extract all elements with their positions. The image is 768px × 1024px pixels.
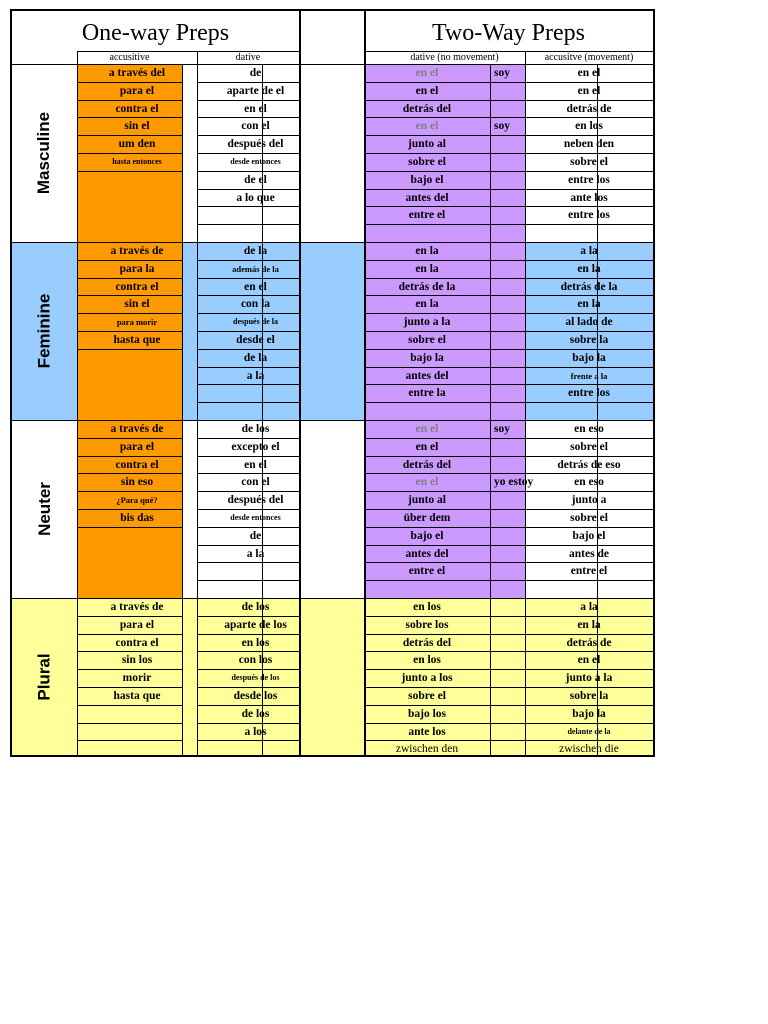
row-line bbox=[77, 171, 182, 172]
row-line bbox=[197, 687, 299, 688]
row-line bbox=[197, 740, 299, 741]
row-line bbox=[364, 206, 653, 207]
row-line bbox=[197, 545, 299, 546]
two-way-accusative-cell: en la bbox=[577, 298, 601, 311]
column-line-5 bbox=[364, 11, 366, 755]
two-way-dative-cell: detrás del bbox=[402, 458, 452, 471]
row-line bbox=[197, 278, 299, 279]
one-way-dative-cell: desde entonces bbox=[230, 513, 281, 522]
column-line-3 bbox=[262, 64, 263, 755]
two-way-dative-cell: antes del bbox=[405, 547, 449, 560]
section-label-neuter bbox=[12, 420, 77, 598]
two-way-accusative-cell: junto a bbox=[571, 494, 607, 507]
row-line bbox=[197, 562, 299, 563]
row-line bbox=[364, 616, 653, 617]
two-way-verb-cell: soy bbox=[494, 120, 510, 133]
row-line bbox=[364, 456, 653, 457]
one-way-accusative-cell: ¿Para qué? bbox=[116, 495, 158, 506]
section-label-masculine bbox=[12, 64, 77, 242]
two-way-accusative-cell: frente a la bbox=[570, 370, 608, 381]
header-line-right bbox=[364, 51, 653, 52]
row-line bbox=[364, 723, 653, 724]
section-label-feminine bbox=[12, 242, 77, 420]
one-way-accusative-cell: a través de bbox=[110, 601, 164, 613]
row-line bbox=[77, 331, 182, 332]
row-line bbox=[364, 420, 653, 421]
two-way-accusative-cell: en eso bbox=[574, 476, 604, 489]
one-way-dative-cell: a la bbox=[246, 547, 265, 560]
two-way-dative-cell: en los bbox=[413, 654, 441, 667]
row-line bbox=[77, 117, 182, 118]
row-line bbox=[197, 491, 299, 492]
one-way-dative-cell: aparte de el bbox=[226, 84, 285, 97]
row-line bbox=[77, 527, 182, 528]
row-line bbox=[77, 260, 182, 261]
one-way-accusative-cell: hasta que bbox=[113, 690, 161, 702]
row-line bbox=[197, 313, 299, 314]
row-line bbox=[197, 509, 299, 510]
row-line bbox=[364, 135, 653, 136]
one-way-dative-cell: de la bbox=[243, 351, 268, 364]
one-way-title: One-way Preps bbox=[81, 20, 230, 46]
one-way-dative-cell: después del bbox=[227, 138, 284, 151]
row-line bbox=[197, 669, 299, 670]
row-line bbox=[364, 705, 653, 706]
one-way-accusative-cell: sin eso bbox=[120, 476, 154, 489]
row-line bbox=[364, 82, 653, 83]
subheader-dative: dative bbox=[235, 52, 261, 63]
column-line-7 bbox=[525, 51, 526, 755]
row-line bbox=[197, 384, 299, 385]
subheader-accusative-movement: accusitve (movement) bbox=[544, 52, 634, 63]
two-way-accusative-cell: ante los bbox=[570, 191, 608, 204]
row-line bbox=[364, 651, 653, 652]
header-bottom-line bbox=[12, 64, 653, 65]
two-way-accusative-cell: a la bbox=[580, 245, 598, 257]
one-way-dative-cell: después del bbox=[227, 494, 284, 507]
two-way-accusative-cell: en la bbox=[577, 262, 601, 275]
one-way-dative-cell: después de los bbox=[231, 673, 280, 683]
row-line bbox=[77, 473, 182, 474]
row-line bbox=[197, 456, 299, 457]
row-line bbox=[364, 224, 653, 225]
row-line bbox=[364, 189, 653, 190]
two-way-dative-cell: antes del bbox=[405, 369, 449, 382]
column-line-6 bbox=[490, 64, 491, 755]
two-way-dative-cell: detrás de la bbox=[398, 280, 456, 293]
row-line bbox=[77, 740, 182, 741]
one-way-accusative-cell: sin los bbox=[121, 654, 153, 667]
two-way-dative-cell: sobre los bbox=[405, 618, 449, 631]
row-line bbox=[197, 224, 299, 225]
row-line bbox=[77, 491, 182, 492]
one-way-dative-cell: a los bbox=[244, 725, 267, 738]
one-way-accusative-cell: sin el bbox=[124, 120, 150, 133]
row-line bbox=[364, 580, 653, 581]
row-line bbox=[197, 723, 299, 724]
column-line-0 bbox=[77, 51, 78, 755]
row-line bbox=[197, 206, 299, 207]
row-line bbox=[77, 687, 182, 688]
row-line bbox=[364, 260, 653, 261]
two-way-accusative-cell: detrás de bbox=[566, 636, 612, 649]
two-way-accusative-cell: en eso bbox=[574, 423, 604, 435]
column-line-4 bbox=[299, 11, 301, 755]
row-line bbox=[77, 295, 182, 296]
two-way-accusative-cell: en el bbox=[577, 67, 601, 79]
two-way-accusative-cell: sobre el bbox=[570, 440, 608, 453]
row-line bbox=[77, 349, 182, 350]
two-way-dative-cell: bajo el bbox=[410, 529, 444, 542]
two-way-accusative-cell: sobre la bbox=[569, 334, 609, 346]
row-line bbox=[364, 634, 653, 635]
row-line bbox=[197, 527, 299, 528]
two-way-accusative-cell: bajo el bbox=[572, 529, 606, 542]
row-line bbox=[197, 580, 299, 581]
one-way-dative-cell: de bbox=[249, 67, 262, 79]
one-way-accusative-cell: a través del bbox=[108, 67, 166, 79]
row-line bbox=[77, 278, 182, 279]
row-line bbox=[197, 153, 299, 154]
two-way-accusative-cell: detrás de bbox=[566, 102, 612, 115]
row-line bbox=[197, 438, 299, 439]
two-way-dative-cell: ante los bbox=[408, 725, 446, 738]
one-way-dative-cell: a la bbox=[246, 369, 265, 382]
row-line bbox=[197, 367, 299, 368]
row-line bbox=[364, 598, 653, 599]
section-label-text: Plural bbox=[34, 652, 54, 701]
two-way-dative-cell: zwischen den bbox=[395, 743, 459, 756]
two-way-dative-cell: en la bbox=[415, 298, 439, 311]
two-way-verb-cell: soy bbox=[494, 67, 510, 79]
two-way-dative-cell: junto al bbox=[407, 494, 447, 507]
row-line bbox=[77, 651, 182, 652]
row-line bbox=[197, 242, 299, 243]
column-line-8 bbox=[597, 64, 598, 755]
two-way-verb-cell: soy bbox=[494, 423, 510, 435]
row-line bbox=[364, 509, 653, 510]
section-label-plural bbox=[12, 598, 77, 755]
two-way-dative-cell: bajo la bbox=[410, 351, 444, 364]
row-line bbox=[197, 331, 299, 332]
two-way-dative-cell: sobre el bbox=[408, 156, 446, 168]
row-line bbox=[77, 135, 182, 136]
row-line bbox=[77, 438, 182, 439]
two-way-dative-cell: bajo el bbox=[410, 173, 444, 186]
row-line bbox=[197, 295, 299, 296]
row-line bbox=[77, 100, 182, 101]
one-way-accusative-cell: hasta que bbox=[113, 334, 161, 346]
two-way-accusative-cell: junto a la bbox=[565, 672, 613, 685]
one-way-accusative-cell: sin el bbox=[124, 298, 150, 311]
two-way-dative-cell: detrás del bbox=[402, 636, 452, 649]
one-way-dative-cell: en el bbox=[244, 458, 267, 471]
row-line bbox=[197, 402, 299, 403]
one-way-accusative-cell: para el bbox=[119, 440, 155, 453]
one-way-dative-cell: de el bbox=[244, 173, 267, 186]
one-way-accusative-cell: para el bbox=[119, 84, 155, 97]
two-way-dative-cell: entre el bbox=[408, 209, 446, 222]
two-way-dative-cell: en el bbox=[415, 67, 439, 79]
one-way-dative-cell: de los bbox=[241, 601, 270, 613]
section-label-text: Masculine bbox=[34, 111, 54, 195]
two-way-dative-cell: bajo los bbox=[407, 707, 447, 720]
two-way-accusative-cell: antes de bbox=[569, 547, 609, 560]
row-line bbox=[364, 669, 653, 670]
two-way-verb-cell: yo estoy bbox=[494, 476, 534, 489]
two-way-dative-cell: en la bbox=[415, 262, 439, 275]
one-way-dative-cell: a lo que bbox=[236, 191, 275, 204]
two-way-dative-cell: sobre el bbox=[408, 690, 446, 702]
row-line bbox=[364, 527, 653, 528]
row-line bbox=[197, 420, 299, 421]
header-line-left bbox=[77, 51, 299, 52]
row-line bbox=[77, 723, 182, 724]
row-line bbox=[197, 473, 299, 474]
row-line bbox=[364, 331, 653, 332]
row-line bbox=[197, 189, 299, 190]
two-way-dative-cell: en el bbox=[415, 476, 439, 489]
row-line bbox=[197, 100, 299, 101]
two-way-accusative-cell: en los bbox=[575, 120, 603, 133]
prepositions-sheet bbox=[10, 9, 655, 757]
row-line bbox=[77, 509, 182, 510]
one-way-accusative-cell: contra el bbox=[115, 636, 159, 649]
subheader-dative-no-movement: dative (no movement) bbox=[410, 52, 499, 63]
one-way-dative-cell: desde el bbox=[236, 334, 275, 346]
row-line bbox=[364, 349, 653, 350]
row-line bbox=[77, 82, 182, 83]
row-line bbox=[364, 545, 653, 546]
row-line bbox=[364, 295, 653, 296]
one-way-dative-cell: después de la bbox=[233, 317, 278, 327]
section-label-text: Neuter bbox=[34, 482, 54, 536]
two-way-accusative-cell: en el bbox=[577, 84, 601, 97]
one-way-dative-cell: en el bbox=[244, 280, 267, 293]
two-way-dative-cell: en la bbox=[415, 245, 439, 257]
row-line bbox=[77, 456, 182, 457]
one-way-dative-cell: desde los bbox=[233, 690, 278, 702]
row-line bbox=[197, 705, 299, 706]
two-way-accusative-cell: sobre el bbox=[570, 156, 608, 168]
row-line bbox=[364, 562, 653, 563]
two-way-accusative-cell: entre los bbox=[568, 387, 610, 400]
row-line bbox=[77, 634, 182, 635]
row-line bbox=[364, 491, 653, 492]
two-way-accusative-cell: al lado de bbox=[565, 316, 613, 329]
two-way-dative-cell: entre la bbox=[408, 387, 446, 400]
two-way-dative-cell: detrás del bbox=[402, 102, 452, 115]
row-line bbox=[197, 616, 299, 617]
two-way-accusative-cell: entre los bbox=[568, 209, 610, 222]
two-way-dative-cell: en el bbox=[415, 440, 439, 453]
column-line-2 bbox=[197, 51, 198, 755]
two-way-dative-cell: entre el bbox=[408, 565, 446, 578]
one-way-dative-cell: aparte de los bbox=[224, 618, 287, 631]
row-line bbox=[364, 384, 653, 385]
row-line bbox=[364, 313, 653, 314]
two-way-dative-cell: über dem bbox=[403, 512, 451, 524]
one-way-accusative-cell: para el bbox=[119, 618, 155, 631]
row-line bbox=[197, 171, 299, 172]
one-way-accusative-cell: para morir bbox=[116, 317, 158, 328]
one-way-accusative-cell: morir bbox=[122, 672, 152, 685]
row-line bbox=[364, 242, 653, 243]
two-way-title: Two-Way Preps bbox=[431, 20, 586, 46]
two-way-accusative-cell: zwischen die bbox=[559, 743, 619, 756]
one-way-dative-cell: de bbox=[249, 529, 262, 542]
two-way-accusative-cell: detrás de la bbox=[560, 280, 618, 293]
two-way-accusative-cell: bajo la bbox=[572, 351, 606, 364]
one-way-dative-cell: de los bbox=[241, 707, 270, 720]
two-way-dative-cell: junto al bbox=[407, 138, 447, 151]
row-line bbox=[197, 598, 299, 599]
row-line bbox=[77, 153, 182, 154]
one-way-dative-cell: desde entonces bbox=[230, 157, 281, 166]
one-way-accusative-cell: hasta entonces bbox=[112, 157, 162, 166]
two-way-dative-cell: en el bbox=[415, 423, 439, 435]
two-way-accusative-cell: detrás de eso bbox=[557, 458, 621, 471]
two-way-accusative-cell: en la bbox=[577, 618, 601, 631]
one-way-dative-cell: de los bbox=[241, 423, 270, 435]
row-line bbox=[77, 705, 182, 706]
one-way-dative-cell: con el bbox=[241, 120, 270, 133]
row-line bbox=[364, 171, 653, 172]
two-way-dative-cell: en el bbox=[415, 84, 439, 97]
row-line bbox=[197, 651, 299, 652]
row-line bbox=[197, 634, 299, 635]
subheader-accusative: accusitive bbox=[109, 52, 150, 63]
two-way-dative-cell: antes del bbox=[405, 191, 449, 204]
row-line bbox=[364, 438, 653, 439]
row-line bbox=[364, 402, 653, 403]
two-way-accusative-cell: en el bbox=[577, 654, 601, 667]
one-way-dative-cell: en los bbox=[241, 636, 270, 649]
one-way-accusative-cell: para la bbox=[119, 262, 155, 275]
two-way-dative-cell: junto a los bbox=[401, 672, 453, 685]
row-line bbox=[364, 687, 653, 688]
row-line bbox=[197, 117, 299, 118]
one-way-accusative-cell: contra el bbox=[115, 458, 159, 471]
one-way-accusative-cell: contra el bbox=[115, 280, 159, 293]
row-line bbox=[364, 278, 653, 279]
row-line bbox=[197, 349, 299, 350]
row-line bbox=[364, 740, 653, 741]
two-way-accusative-cell: bajo la bbox=[572, 707, 606, 720]
two-way-accusative-cell: sobre la bbox=[569, 690, 609, 702]
section-label-text: Feminine bbox=[34, 293, 54, 369]
one-way-dative-cell: además de la bbox=[232, 263, 279, 274]
row-line bbox=[197, 82, 299, 83]
row-line bbox=[364, 473, 653, 474]
one-way-dative-cell: en el bbox=[244, 102, 267, 115]
row-line bbox=[364, 100, 653, 101]
row-line bbox=[77, 313, 182, 314]
one-way-accusative-cell: a través de bbox=[110, 423, 164, 435]
two-way-dative-cell: junto a la bbox=[403, 316, 451, 329]
one-way-accusative-cell: bis das bbox=[120, 512, 154, 524]
two-way-accusative-cell: delante de la bbox=[567, 726, 611, 736]
two-way-accusative-cell: a la bbox=[580, 601, 598, 613]
one-way-dative-cell: con los bbox=[238, 654, 273, 667]
two-way-accusative-cell: entre el bbox=[570, 565, 608, 578]
two-way-dative-cell: en el bbox=[415, 120, 439, 133]
one-way-dative-cell: excepto el bbox=[231, 440, 280, 453]
two-way-accusative-cell: entre los bbox=[568, 173, 610, 186]
two-way-dative-cell: sobre el bbox=[408, 334, 446, 346]
row-line bbox=[364, 117, 653, 118]
one-way-dative-cell: de la bbox=[243, 245, 268, 257]
two-way-accusative-cell: neben den bbox=[563, 138, 615, 151]
one-way-dative-cell: con la bbox=[240, 298, 271, 311]
two-way-accusative-cell: sobre el bbox=[570, 512, 608, 524]
row-line bbox=[197, 135, 299, 136]
one-way-dative-cell: con el bbox=[241, 476, 270, 489]
one-way-accusative-cell: contra el bbox=[115, 102, 159, 115]
row-line bbox=[77, 669, 182, 670]
one-way-accusative-cell: a través de bbox=[110, 245, 164, 257]
two-way-dative-cell: en los bbox=[413, 601, 441, 613]
one-way-accusative-cell: um den bbox=[118, 138, 156, 151]
row-line bbox=[364, 153, 653, 154]
column-line-1 bbox=[182, 64, 183, 755]
row-line bbox=[197, 260, 299, 261]
row-line bbox=[364, 367, 653, 368]
row-line bbox=[77, 616, 182, 617]
